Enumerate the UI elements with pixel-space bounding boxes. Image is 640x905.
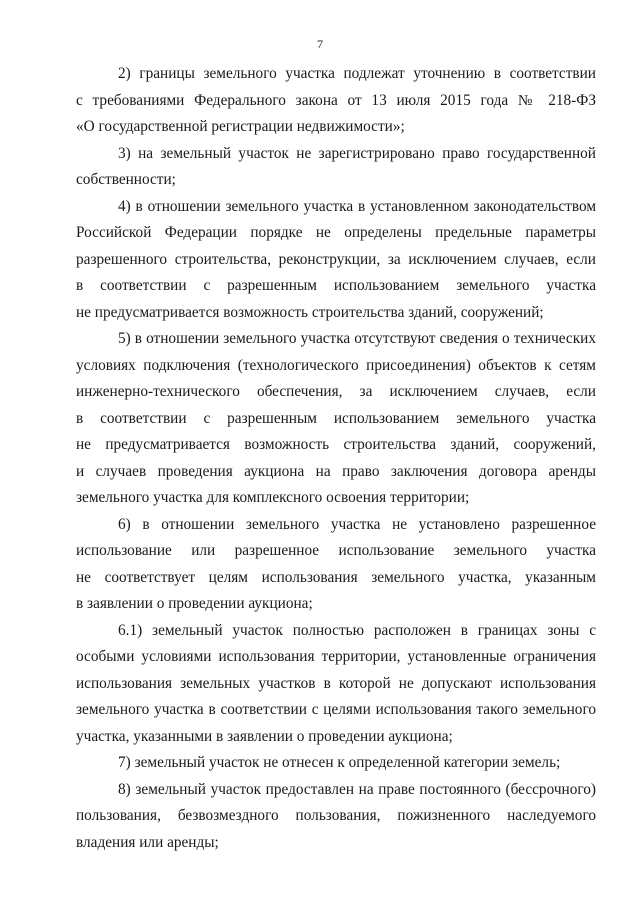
text-line: в соответствии с разрешенным использованием земельного участка bbox=[76, 409, 596, 427]
text-line: 6.1) земельный участок полностью расположен в границах зоны с bbox=[118, 621, 596, 639]
text-line: разрешенного строительства, реконструкции, за исключением случаев, если bbox=[76, 250, 596, 268]
text-line: 2) границы земельного участка подлежат уточнению в соответствии bbox=[118, 65, 596, 82]
text-line: в заявлении о проведении аукциона; bbox=[76, 595, 313, 612]
text-line: условиях подключения (технологического присоединения) объектов к сетям bbox=[76, 356, 596, 374]
text-line: 6) в отношении земельного участка не установлено разрешенное bbox=[118, 515, 596, 533]
text-line: использования земельных участков в которой не допускают использования bbox=[76, 674, 596, 692]
text-line: 8) земельный участок предоставлен на праве постоянного (бессрочного) bbox=[118, 780, 596, 798]
text-line: в соответствии с разрешенным использованием земельного участка bbox=[76, 277, 596, 294]
text-line: не предусматривается возможность строительства зданий, сооружений; bbox=[76, 303, 544, 321]
text-line: 4) в отношении земельного участка в установленном законодательством bbox=[118, 197, 596, 215]
text-line: 7) земельный участок не отнесен к определенной категории земель; bbox=[118, 754, 561, 771]
text-line: с требованиями Федерального закона от 13 июля 2015 года № 218-ФЗ bbox=[76, 91, 596, 109]
text-line: участка, указанными в заявлении о проведении аукциона; bbox=[76, 727, 453, 745]
text-line: собственности; bbox=[76, 171, 176, 188]
text-line: 5) в отношении земельного участка отсутствуют сведения о технических bbox=[118, 330, 596, 347]
text-line: не соответствует целям использования земельного участка, указанным bbox=[76, 568, 596, 586]
text-line: пользования, безвозмездного пользования, пожизненного наследуемого bbox=[76, 807, 596, 824]
text-line: «О государственной регистрации недвижимости»; bbox=[76, 118, 405, 135]
page-number: 7 bbox=[317, 37, 323, 51]
text-line: земельного участка для комплексного освоения территории; bbox=[76, 489, 470, 506]
text-line: владения или аренды; bbox=[76, 833, 219, 851]
text-line: и случаев проведения аукциона на право заключения договора аренды bbox=[76, 462, 596, 480]
text-line: земельного участка в соответствии с целями использования такого земельного bbox=[76, 701, 596, 718]
document-body bbox=[76, 61, 596, 856]
text-line: использование или разрешенное использование земельного участка bbox=[76, 542, 596, 559]
text-line: не предусматривается возможность строительства зданий, сооружений, bbox=[76, 436, 596, 453]
text-line: инженерно-технического обеспечения, за исключением случаев, если bbox=[76, 383, 596, 400]
text-line: особыми условиями использования территории, установленные ограничения bbox=[76, 648, 596, 665]
text-line: 3) на земельный участок не зарегистрировано право государственной bbox=[118, 144, 596, 162]
text-line: Российской Федерации порядке не определены предельные параметры bbox=[76, 224, 596, 241]
